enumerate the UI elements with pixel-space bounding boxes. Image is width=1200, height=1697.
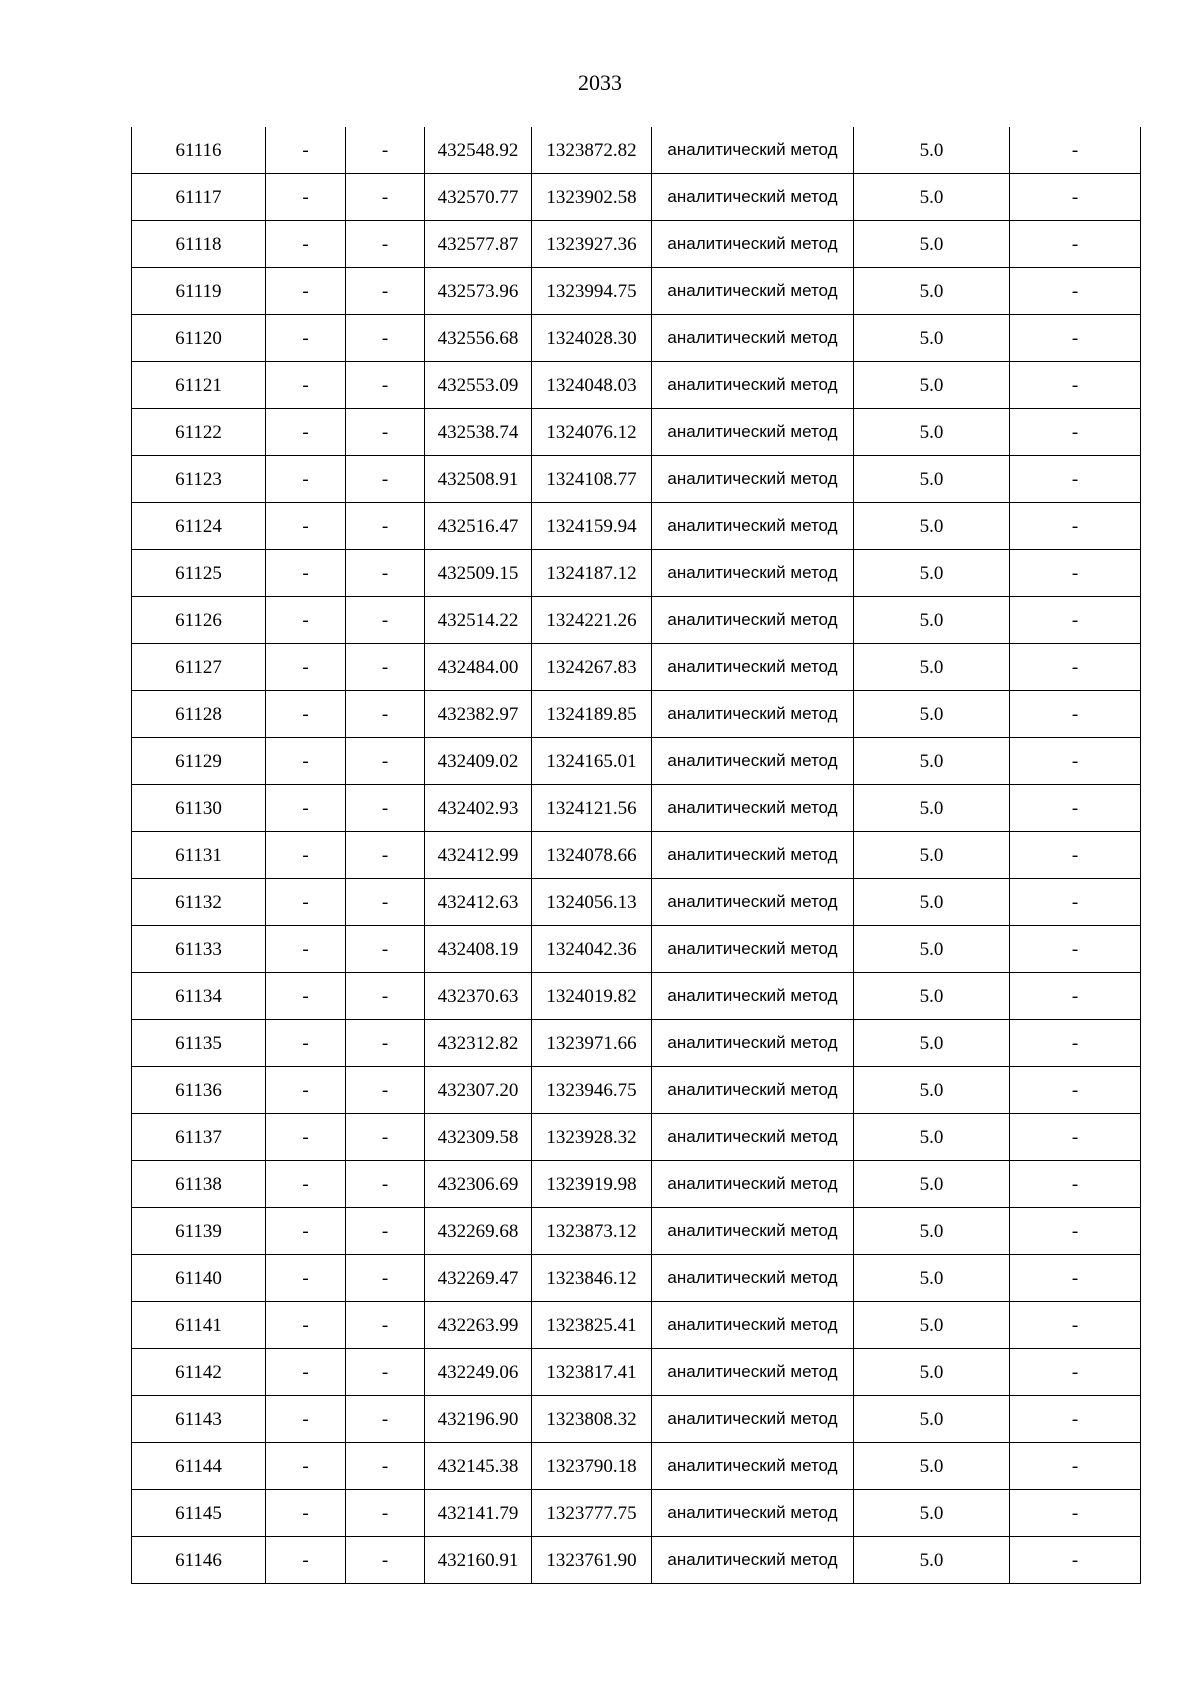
method-cell: аналитический метод xyxy=(652,785,854,832)
method-cell: аналитический метод xyxy=(652,644,854,691)
method-cell: аналитический метод xyxy=(652,597,854,644)
x-coordinate-cell: 432548.92 xyxy=(425,127,532,174)
coordinates-table xyxy=(131,127,1141,1584)
empty-value-cell: - xyxy=(346,1349,425,1396)
table-row xyxy=(132,926,1141,973)
point-number-cell: 61142 xyxy=(132,1349,266,1396)
empty-value-cell: - xyxy=(266,1161,346,1208)
empty-value-cell: - xyxy=(346,1067,425,1114)
y-coordinate-cell: 1323790.18 xyxy=(532,1443,652,1490)
empty-value-cell: - xyxy=(346,879,425,926)
method-cell: аналитический метод xyxy=(652,1114,854,1161)
y-coordinate-cell: 1324042.36 xyxy=(532,926,652,973)
x-coordinate-cell: 432307.20 xyxy=(425,1067,532,1114)
empty-value-cell: - xyxy=(1010,1208,1141,1255)
point-number-cell: 61117 xyxy=(132,174,266,221)
empty-value-cell: - xyxy=(1010,456,1141,503)
empty-value-cell: - xyxy=(266,785,346,832)
method-cell: аналитический метод xyxy=(652,879,854,926)
point-number-cell: 61127 xyxy=(132,644,266,691)
y-coordinate-cell: 1324108.77 xyxy=(532,456,652,503)
empty-value-cell: - xyxy=(346,550,425,597)
empty-value-cell: - xyxy=(1010,221,1141,268)
empty-value-cell: - xyxy=(266,456,346,503)
x-coordinate-cell: 432263.99 xyxy=(425,1302,532,1349)
x-coordinate-cell: 432249.06 xyxy=(425,1349,532,1396)
table-row xyxy=(132,691,1141,738)
accuracy-cell: 5.0 xyxy=(854,456,1010,503)
empty-value-cell: - xyxy=(346,1114,425,1161)
y-coordinate-cell: 1323928.32 xyxy=(532,1114,652,1161)
table-row xyxy=(132,456,1141,503)
table-row xyxy=(132,174,1141,221)
table-row xyxy=(132,973,1141,1020)
point-number-cell: 61144 xyxy=(132,1443,266,1490)
y-coordinate-cell: 1324187.12 xyxy=(532,550,652,597)
empty-value-cell: - xyxy=(346,127,425,174)
table-row xyxy=(132,1537,1141,1584)
empty-value-cell: - xyxy=(1010,503,1141,550)
accuracy-cell: 5.0 xyxy=(854,879,1010,926)
empty-value-cell: - xyxy=(1010,785,1141,832)
method-cell: аналитический метод xyxy=(652,1020,854,1067)
y-coordinate-cell: 1323777.75 xyxy=(532,1490,652,1537)
empty-value-cell: - xyxy=(1010,738,1141,785)
empty-value-cell: - xyxy=(266,1255,346,1302)
empty-value-cell: - xyxy=(346,456,425,503)
point-number-cell: 61116 xyxy=(132,127,266,174)
empty-value-cell: - xyxy=(1010,832,1141,879)
table-row xyxy=(132,879,1141,926)
y-coordinate-cell: 1323846.12 xyxy=(532,1255,652,1302)
empty-value-cell: - xyxy=(346,691,425,738)
accuracy-cell: 5.0 xyxy=(854,1302,1010,1349)
empty-value-cell: - xyxy=(1010,1537,1141,1584)
table-row xyxy=(132,1020,1141,1067)
method-cell: аналитический метод xyxy=(652,503,854,550)
method-cell: аналитический метод xyxy=(652,315,854,362)
table-row xyxy=(132,221,1141,268)
point-number-cell: 61139 xyxy=(132,1208,266,1255)
x-coordinate-cell: 432306.69 xyxy=(425,1161,532,1208)
empty-value-cell: - xyxy=(266,1020,346,1067)
accuracy-cell: 5.0 xyxy=(854,409,1010,456)
method-cell: аналитический метод xyxy=(652,1255,854,1302)
empty-value-cell: - xyxy=(266,1302,346,1349)
y-coordinate-cell: 1324267.83 xyxy=(532,644,652,691)
x-coordinate-cell: 432484.00 xyxy=(425,644,532,691)
table-row xyxy=(132,1396,1141,1443)
accuracy-cell: 5.0 xyxy=(854,1537,1010,1584)
x-coordinate-cell: 432514.22 xyxy=(425,597,532,644)
empty-value-cell: - xyxy=(1010,597,1141,644)
point-number-cell: 61129 xyxy=(132,738,266,785)
point-number-cell: 61126 xyxy=(132,597,266,644)
y-coordinate-cell: 1324221.26 xyxy=(532,597,652,644)
empty-value-cell: - xyxy=(266,926,346,973)
x-coordinate-cell: 432409.02 xyxy=(425,738,532,785)
table-row xyxy=(132,127,1141,174)
x-coordinate-cell: 432577.87 xyxy=(425,221,532,268)
method-cell: аналитический метод xyxy=(652,221,854,268)
table-row xyxy=(132,832,1141,879)
empty-value-cell: - xyxy=(266,362,346,409)
accuracy-cell: 5.0 xyxy=(854,691,1010,738)
accuracy-cell: 5.0 xyxy=(854,221,1010,268)
method-cell: аналитический метод xyxy=(652,174,854,221)
accuracy-cell: 5.0 xyxy=(854,738,1010,785)
empty-value-cell: - xyxy=(346,644,425,691)
empty-value-cell: - xyxy=(346,221,425,268)
table-row xyxy=(132,1349,1141,1396)
point-number-cell: 61133 xyxy=(132,926,266,973)
empty-value-cell: - xyxy=(346,926,425,973)
empty-value-cell: - xyxy=(1010,1443,1141,1490)
empty-value-cell: - xyxy=(266,738,346,785)
empty-value-cell: - xyxy=(266,1208,346,1255)
empty-value-cell: - xyxy=(1010,268,1141,315)
table-row xyxy=(132,1490,1141,1537)
accuracy-cell: 5.0 xyxy=(854,1396,1010,1443)
x-coordinate-cell: 432508.91 xyxy=(425,456,532,503)
empty-value-cell: - xyxy=(346,409,425,456)
accuracy-cell: 5.0 xyxy=(854,926,1010,973)
y-coordinate-cell: 1324048.03 xyxy=(532,362,652,409)
y-coordinate-cell: 1324028.30 xyxy=(532,315,652,362)
empty-value-cell: - xyxy=(346,1537,425,1584)
method-cell: аналитический метод xyxy=(652,456,854,503)
x-coordinate-cell: 432538.74 xyxy=(425,409,532,456)
empty-value-cell: - xyxy=(1010,1161,1141,1208)
x-coordinate-cell: 432509.15 xyxy=(425,550,532,597)
accuracy-cell: 5.0 xyxy=(854,174,1010,221)
table-row xyxy=(132,1443,1141,1490)
accuracy-cell: 5.0 xyxy=(854,550,1010,597)
point-number-cell: 61140 xyxy=(132,1255,266,1302)
method-cell: аналитический метод xyxy=(652,409,854,456)
empty-value-cell: - xyxy=(1010,127,1141,174)
table-row xyxy=(132,550,1141,597)
empty-value-cell: - xyxy=(346,503,425,550)
point-number-cell: 61146 xyxy=(132,1537,266,1584)
accuracy-cell: 5.0 xyxy=(854,597,1010,644)
point-number-cell: 61118 xyxy=(132,221,266,268)
empty-value-cell: - xyxy=(1010,1302,1141,1349)
method-cell: аналитический метод xyxy=(652,1490,854,1537)
method-cell: аналитический метод xyxy=(652,1396,854,1443)
empty-value-cell: - xyxy=(1010,1396,1141,1443)
empty-value-cell: - xyxy=(1010,362,1141,409)
empty-value-cell: - xyxy=(1010,1114,1141,1161)
y-coordinate-cell: 1323994.75 xyxy=(532,268,652,315)
accuracy-cell: 5.0 xyxy=(854,503,1010,550)
empty-value-cell: - xyxy=(1010,1255,1141,1302)
method-cell: аналитический метод xyxy=(652,832,854,879)
empty-value-cell: - xyxy=(1010,926,1141,973)
table-row xyxy=(132,644,1141,691)
x-coordinate-cell: 432141.79 xyxy=(425,1490,532,1537)
empty-value-cell: - xyxy=(346,1161,425,1208)
method-cell: аналитический метод xyxy=(652,1161,854,1208)
accuracy-cell: 5.0 xyxy=(854,832,1010,879)
accuracy-cell: 5.0 xyxy=(854,362,1010,409)
y-coordinate-cell: 1323873.12 xyxy=(532,1208,652,1255)
y-coordinate-cell: 1323808.32 xyxy=(532,1396,652,1443)
table-row xyxy=(132,597,1141,644)
y-coordinate-cell: 1323919.98 xyxy=(532,1161,652,1208)
empty-value-cell: - xyxy=(1010,973,1141,1020)
empty-value-cell: - xyxy=(346,832,425,879)
empty-value-cell: - xyxy=(346,973,425,1020)
accuracy-cell: 5.0 xyxy=(854,1114,1010,1161)
x-coordinate-cell: 432269.68 xyxy=(425,1208,532,1255)
point-number-cell: 61121 xyxy=(132,362,266,409)
empty-value-cell: - xyxy=(266,1114,346,1161)
point-number-cell: 61119 xyxy=(132,268,266,315)
empty-value-cell: - xyxy=(266,1490,346,1537)
y-coordinate-cell: 1323946.75 xyxy=(532,1067,652,1114)
empty-value-cell: - xyxy=(266,644,346,691)
empty-value-cell: - xyxy=(1010,174,1141,221)
empty-value-cell: - xyxy=(1010,1349,1141,1396)
point-number-cell: 61134 xyxy=(132,973,266,1020)
accuracy-cell: 5.0 xyxy=(854,268,1010,315)
accuracy-cell: 5.0 xyxy=(854,973,1010,1020)
accuracy-cell: 5.0 xyxy=(854,1255,1010,1302)
x-coordinate-cell: 432402.93 xyxy=(425,785,532,832)
accuracy-cell: 5.0 xyxy=(854,1490,1010,1537)
x-coordinate-cell: 432573.96 xyxy=(425,268,532,315)
table-body xyxy=(132,127,1141,1584)
empty-value-cell: - xyxy=(266,1537,346,1584)
y-coordinate-cell: 1323927.36 xyxy=(532,221,652,268)
empty-value-cell: - xyxy=(1010,409,1141,456)
x-coordinate-cell: 432382.97 xyxy=(425,691,532,738)
y-coordinate-cell: 1323817.41 xyxy=(532,1349,652,1396)
table-row xyxy=(132,1255,1141,1302)
point-number-cell: 61122 xyxy=(132,409,266,456)
empty-value-cell: - xyxy=(266,550,346,597)
x-coordinate-cell: 432412.99 xyxy=(425,832,532,879)
method-cell: аналитический метод xyxy=(652,691,854,738)
accuracy-cell: 5.0 xyxy=(854,1349,1010,1396)
point-number-cell: 61125 xyxy=(132,550,266,597)
accuracy-cell: 5.0 xyxy=(854,1067,1010,1114)
empty-value-cell: - xyxy=(346,1255,425,1302)
table-row xyxy=(132,738,1141,785)
method-cell: аналитический метод xyxy=(652,1302,854,1349)
method-cell: аналитический метод xyxy=(652,362,854,409)
y-coordinate-cell: 1323872.82 xyxy=(532,127,652,174)
accuracy-cell: 5.0 xyxy=(854,785,1010,832)
empty-value-cell: - xyxy=(346,1208,425,1255)
table-row xyxy=(132,503,1141,550)
table-row xyxy=(132,785,1141,832)
x-coordinate-cell: 432408.19 xyxy=(425,926,532,973)
y-coordinate-cell: 1324189.85 xyxy=(532,691,652,738)
point-number-cell: 61131 xyxy=(132,832,266,879)
x-coordinate-cell: 432553.09 xyxy=(425,362,532,409)
y-coordinate-cell: 1324056.13 xyxy=(532,879,652,926)
empty-value-cell: - xyxy=(266,127,346,174)
empty-value-cell: - xyxy=(266,503,346,550)
method-cell: аналитический метод xyxy=(652,1443,854,1490)
y-coordinate-cell: 1324078.66 xyxy=(532,832,652,879)
empty-value-cell: - xyxy=(266,691,346,738)
x-coordinate-cell: 432160.91 xyxy=(425,1537,532,1584)
method-cell: аналитический метод xyxy=(652,973,854,1020)
point-number-cell: 61123 xyxy=(132,456,266,503)
empty-value-cell: - xyxy=(1010,1490,1141,1537)
accuracy-cell: 5.0 xyxy=(854,315,1010,362)
table-row xyxy=(132,1114,1141,1161)
x-coordinate-cell: 432145.38 xyxy=(425,1443,532,1490)
empty-value-cell: - xyxy=(346,1020,425,1067)
empty-value-cell: - xyxy=(266,879,346,926)
empty-value-cell: - xyxy=(346,174,425,221)
empty-value-cell: - xyxy=(266,174,346,221)
y-coordinate-cell: 1323902.58 xyxy=(532,174,652,221)
y-coordinate-cell: 1324165.01 xyxy=(532,738,652,785)
empty-value-cell: - xyxy=(266,268,346,315)
point-number-cell: 61145 xyxy=(132,1490,266,1537)
empty-value-cell: - xyxy=(1010,1067,1141,1114)
point-number-cell: 61143 xyxy=(132,1396,266,1443)
x-coordinate-cell: 432516.47 xyxy=(425,503,532,550)
accuracy-cell: 5.0 xyxy=(854,1161,1010,1208)
accuracy-cell: 5.0 xyxy=(854,1020,1010,1067)
x-coordinate-cell: 432309.58 xyxy=(425,1114,532,1161)
empty-value-cell: - xyxy=(1010,315,1141,362)
y-coordinate-cell: 1323825.41 xyxy=(532,1302,652,1349)
method-cell: аналитический метод xyxy=(652,1208,854,1255)
empty-value-cell: - xyxy=(266,597,346,644)
y-coordinate-cell: 1324121.56 xyxy=(532,785,652,832)
empty-value-cell: - xyxy=(1010,1020,1141,1067)
page-number: 2033 xyxy=(578,70,622,95)
method-cell: аналитический метод xyxy=(652,268,854,315)
x-coordinate-cell: 432570.77 xyxy=(425,174,532,221)
point-number-cell: 61128 xyxy=(132,691,266,738)
point-number-cell: 61135 xyxy=(132,1020,266,1067)
empty-value-cell: - xyxy=(1010,644,1141,691)
table-row xyxy=(132,1208,1141,1255)
table-row xyxy=(132,315,1141,362)
method-cell: аналитический метод xyxy=(652,738,854,785)
empty-value-cell: - xyxy=(1010,879,1141,926)
empty-value-cell: - xyxy=(346,1490,425,1537)
accuracy-cell: 5.0 xyxy=(854,1208,1010,1255)
point-number-cell: 61138 xyxy=(132,1161,266,1208)
empty-value-cell: - xyxy=(1010,550,1141,597)
x-coordinate-cell: 432312.82 xyxy=(425,1020,532,1067)
empty-value-cell: - xyxy=(346,738,425,785)
table-row xyxy=(132,409,1141,456)
empty-value-cell: - xyxy=(266,315,346,362)
x-coordinate-cell: 432412.63 xyxy=(425,879,532,926)
empty-value-cell: - xyxy=(346,1396,425,1443)
accuracy-cell: 5.0 xyxy=(854,127,1010,174)
method-cell: аналитический метод xyxy=(652,1067,854,1114)
table-row xyxy=(132,1302,1141,1349)
table-row xyxy=(132,1067,1141,1114)
empty-value-cell: - xyxy=(266,221,346,268)
method-cell: аналитический метод xyxy=(652,550,854,597)
empty-value-cell: - xyxy=(1010,691,1141,738)
empty-value-cell: - xyxy=(346,785,425,832)
empty-value-cell: - xyxy=(266,832,346,879)
method-cell: аналитический метод xyxy=(652,926,854,973)
empty-value-cell: - xyxy=(346,362,425,409)
empty-value-cell: - xyxy=(266,1443,346,1490)
x-coordinate-cell: 432370.63 xyxy=(425,973,532,1020)
empty-value-cell: - xyxy=(346,268,425,315)
point-number-cell: 61136 xyxy=(132,1067,266,1114)
empty-value-cell: - xyxy=(266,1349,346,1396)
point-number-cell: 61137 xyxy=(132,1114,266,1161)
accuracy-cell: 5.0 xyxy=(854,1443,1010,1490)
method-cell: аналитический метод xyxy=(652,1537,854,1584)
empty-value-cell: - xyxy=(346,315,425,362)
x-coordinate-cell: 432556.68 xyxy=(425,315,532,362)
point-number-cell: 61132 xyxy=(132,879,266,926)
y-coordinate-cell: 1324159.94 xyxy=(532,503,652,550)
point-number-cell: 61124 xyxy=(132,503,266,550)
y-coordinate-cell: 1324076.12 xyxy=(532,409,652,456)
point-number-cell: 61120 xyxy=(132,315,266,362)
empty-value-cell: - xyxy=(266,973,346,1020)
point-number-cell: 61130 xyxy=(132,785,266,832)
empty-value-cell: - xyxy=(346,597,425,644)
y-coordinate-cell: 1323971.66 xyxy=(532,1020,652,1067)
empty-value-cell: - xyxy=(266,1067,346,1114)
method-cell: аналитический метод xyxy=(652,1349,854,1396)
empty-value-cell: - xyxy=(346,1443,425,1490)
x-coordinate-cell: 432269.47 xyxy=(425,1255,532,1302)
y-coordinate-cell: 1323761.90 xyxy=(532,1537,652,1584)
table-row xyxy=(132,268,1141,315)
empty-value-cell: - xyxy=(266,409,346,456)
x-coordinate-cell: 432196.90 xyxy=(425,1396,532,1443)
table-row xyxy=(132,1161,1141,1208)
y-coordinate-cell: 1324019.82 xyxy=(532,973,652,1020)
table-row xyxy=(132,362,1141,409)
method-cell: аналитический метод xyxy=(652,127,854,174)
point-number-cell: 61141 xyxy=(132,1302,266,1349)
empty-value-cell: - xyxy=(266,1396,346,1443)
accuracy-cell: 5.0 xyxy=(854,644,1010,691)
empty-value-cell: - xyxy=(346,1302,425,1349)
